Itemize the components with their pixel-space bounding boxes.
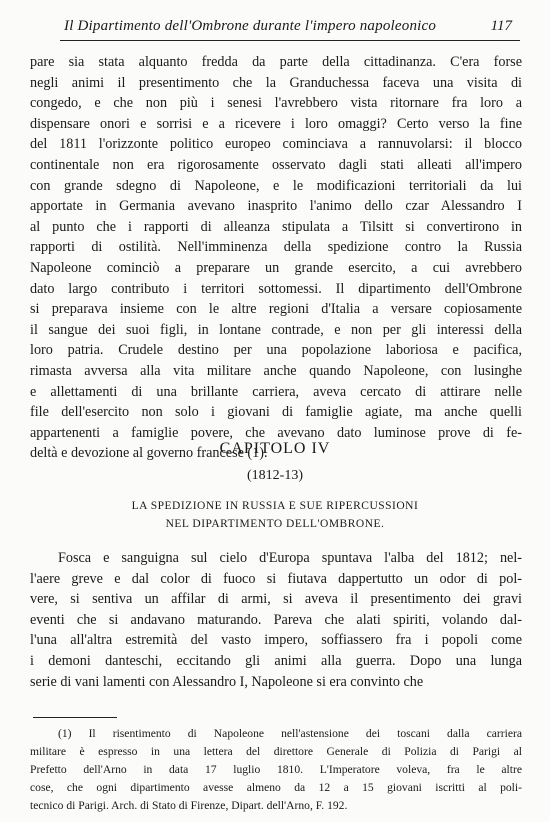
running-header [0, 14, 550, 38]
paragraph1-line: pare sia stata alquanto fredda da parte della cittadinanza. C'era forse [30, 54, 522, 70]
paragraph1-line: appartenenti a famiglie povere, che avevano dato luminose prove di fe- [30, 424, 522, 441]
paragraph-1 [30, 52, 522, 464]
paragraph2-line: l'una all'altra estremità del vasto impero, soffiassero fra i popoli come [30, 632, 522, 649]
paragraph1-line: loro patria. Crudele destino per una popolazione laboriosa e pacifica, [30, 342, 522, 359]
paragraph1-line: e allettamenti di una brillante carriera, aveva cercato di attirare nelle [30, 383, 522, 400]
paragraph1-line: continentale non era rigorosamente osservato dagli stati alleati all'impero [30, 156, 522, 173]
paragraph1-line: al punto che i rapporti di alleanza stipulata a Tilsitt si convertirono in [30, 218, 522, 235]
chapter-years: (1812-13) [247, 468, 303, 483]
paragraph2-line: l'aere greve e dal color di fuoco si fiutava dappertutto un odor di pol- [30, 570, 522, 587]
footnote-line: militare è espresso in una lettera del direttore Generale di Polizia di Parigi al [30, 745, 522, 758]
paragraph1-line: Napoleone cominciò a preparare un grande esercito, a cui avrebbero [30, 259, 522, 276]
footnote-line: (1) Il risentimento di Napoleone nell'astensione dei toscani dalla carriera [58, 727, 522, 740]
paragraph2-line: serie di vani lamenti con Alessandro I, Napoleone si era convinto che [30, 673, 424, 690]
paragraph1-line: negli animi il presentimento che la Granduchessa faceva una visita di [30, 74, 522, 91]
footnote-line: tecnico di Parigi. Arch. di Stato di Firenze, Dipart. dell'Arno, F. 192. [30, 799, 348, 812]
chapter-subtitle-line2: NEL DIPARTIMENTO DELL'OMBRONE. [165, 518, 385, 530]
footnote [30, 725, 522, 815]
paragraph1-line: file dell'esercito non solo i giovani di famiglie agiate, ma anche quelli [30, 404, 522, 421]
paragraph1-line: con grande sdegno di Napoleone, e le modificazioni territoriali da lui [30, 177, 522, 194]
paragraph-2 [30, 548, 522, 692]
footnote-line: Prefetto dell'Arno in data 17 luglio 1810. L'Imperatore voleva, fra le altre [30, 763, 522, 776]
footnote-line: cose, che ogni dipartimento avesse almeno da 12 a 15 giovani iscritti al poli- [30, 781, 522, 794]
paragraph1-line: apportate in Germania avevano inasprito l'animo dello czar Alessandro I [30, 198, 522, 215]
paragraph2-line: eventi che si andavano maturando. Pareva che alati spiriti, volando dal- [30, 611, 522, 628]
paragraph1-line: rapporti di ostilità. Nell'imminenza della spedizione contro la Russia [30, 239, 522, 256]
paragraph2-line: vere, si sentiva un affilar di armi, si aveva il presentimento dei gravi [30, 591, 522, 608]
chapter-heading: CAPITOLO IV [219, 440, 331, 457]
running-title: Il Dipartimento dell'Ombrone durante l'impero napoleonico [64, 18, 437, 34]
paragraph1-line: dato largo contributo i territori sottomessi. Il dipartimento dell'Ombrone [30, 280, 522, 297]
header-rule [60, 40, 520, 41]
paragraph1-line: deltà e devozione al governo francese (1). [30, 445, 268, 462]
paragraph1-line: del 1811 l'orizzonte politico europeo cominciava a rannuvolarsi: il blocco [30, 136, 522, 153]
page-number: 117 [490, 18, 512, 34]
paragraph2-line: Fosca e sanguigna sul cielo d'Europa spuntava l'alba del 1812; nel- [58, 550, 522, 566]
paragraph1-line: rimasta avversa alla vita militare anche quando Napoleone, con lusinghe [30, 362, 522, 379]
paragraph1-line: si preparava insieme con le altre regioni d'Italia a versare copiosamente [30, 301, 522, 318]
paragraph2-line: i demoni danteschi, eccitando gli animi alla guerra. Dopo una lunga [30, 652, 522, 669]
paragraph1-line: dispensare onori e sorrisi e a ricevere i loro omaggi? Certo verso la fine [30, 115, 522, 132]
chapter-subtitle-line1: LA SPEDIZIONE IN RUSSIA E SUE RIPERCUSSIONI [131, 500, 419, 512]
paragraph1-line: congedo, e che non più i senesi l'avrebbero vista ritornare fra loro a [30, 95, 522, 112]
footnote-rule [33, 717, 117, 718]
paragraph1-line: il sangue dei suoi figli, in lontane contrade, e non per gli interessi della [30, 321, 522, 338]
